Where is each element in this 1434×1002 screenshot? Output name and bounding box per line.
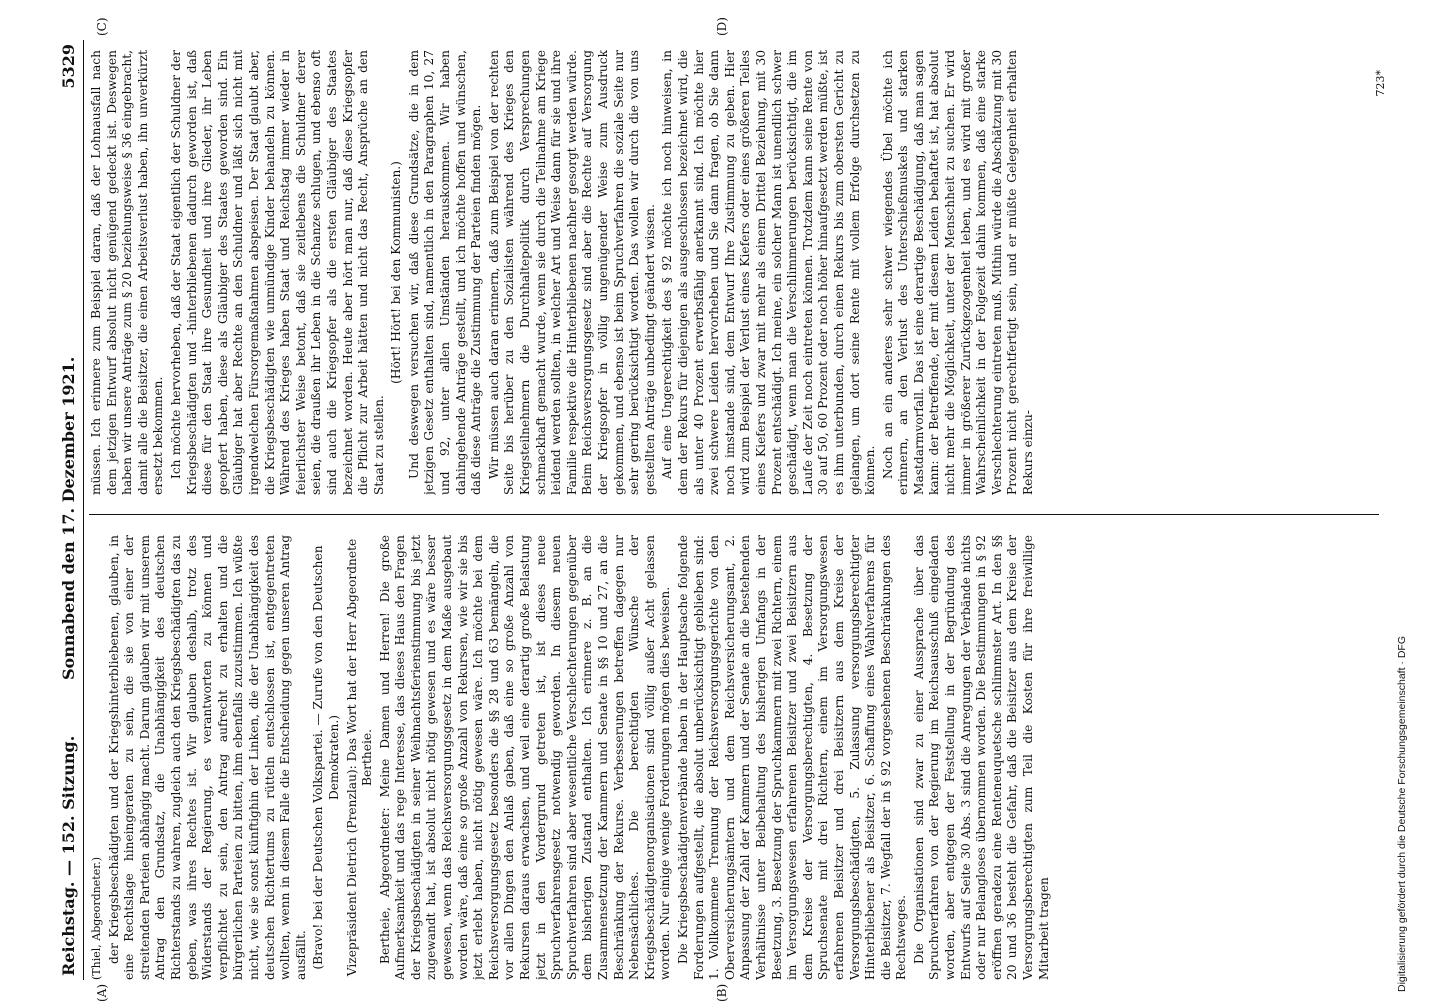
paragraph: Wir müssen auch daran erinnern, daß zum Beispiel von der rechten Seite bis herüber zu den Sozialisten während des Krieges den Kriegsteilnehmern die Durchhaltepolitik durch Versprechungen schmackhaft gemacht wurde, wenn sie durch die Teilnahme am Kriege leidend werden sollten, in welcher Art und Weise dann für sie und ihre Familie respektive die Hinterbliebenen nachher gesorgt werden würde. Beim Reichsversorgungsgesetz sind aber die Rechte auf Versorgung der Kriegsopfer in völlig ungenügender Weise zum Ausdruck gekommen, und ebenso ist beim Spruchverfahren die soziale Seite nur sehr gering berücksichtigt worden. Das wollen wir durch die von uns gestellten Anträge unbedingt geändert wissen. xyxy=(486,50,657,495)
paragraph: Die Kriegsbeschädigtenverbände haben in der Hauptsache folgende Forderungen aufgestellt, die absolut unberücksichtigt geblieben sind: 1. Vollkommene Trennung der Reichsversorgungsgerichte von den Oberversicherungsämtern und dem Reichsversicherungsamt, 2. Anpassung der Zahl der Kammern und der Senate an die bestehenden Verhältnisse unter Beibehaltung des bisherigen Umfangs in der Besetzung, 3. Besetzung der Spruchkammern mit zwei Richtern, einem im Versorgungswesen erfahrenen Beisitzer und zwei Beisitzern aus dem Kreise der Versorgungsberechtigten, 4. Besetzung der Spruchsenate mit drei Richtern, einem im Versorgungswesen erfahrenen Beisitzer und drei Beisitzern aus dem Kreise der Versorgungsbeschädigten, 5. Zulassung versorgungsberechtigter Hinterbliebener als Beisitzer, 6. Schaffung eines Wahlverfahrens für die Beisitzer, 7. Wegfall der in § 92 vorgesehenen Beschränkungen des Rechtsweges. xyxy=(675,535,909,980)
document-page xyxy=(55,17,1387,1002)
speaker-tag: (Thiel, Abgeordneter.) xyxy=(90,856,103,980)
paragraph: Und deswegen versuchen wir, daß diese Grundsätze, die in dem jetzigen Gesetz enthalten sind, namentlich in den Paragraphen 10, 27 und 92, unter allen Umständen herauskommen. Wir haben dahingehende Anträge gestellt, und ich möchte hoffen und wünschen, daß diese Anträge die Zustimmung der Parteien finden mögen. xyxy=(406,50,484,495)
text-column-right xyxy=(89,50,1379,495)
margin-marker-a: (A) xyxy=(95,983,109,1002)
page-number: 5329 xyxy=(59,44,78,89)
column-divider xyxy=(89,514,1379,515)
paragraph: müssen. Ich erinnere zum Beispiel daran, daß der Lohnausfall nach dem jetzigen Entwurf absolut nicht genügend gedeckt ist. Deswegen haben wir unsere Anträge zum § 20 beziehungsweise § 36 eingebracht, damit alle die Beisitzer, die einen Arbeitsverlust haben, ihn unverkürzt ersetzt bekommen. xyxy=(89,50,166,495)
header-session: Reichstag. — 152. Sitzung. xyxy=(59,735,78,976)
paragraph: der Kriegsbeschädigten und der Kriegshinterbliebenen, glauben, in eine Rechtslage hineingeraten zu sein, die sie von einer der streitenden Parteien abhängig macht. Darum glauben wir mit unserem Antrag den Grundsatz, die Unabhängigkeit des deutschen Richterstands zu wahren, zugleich auch den Kriegsbeschädigten das zu geben, was ihres Rechtes ist. Wir glauben deshalb, trotz des Widerstands der Regierung, es verantworten zu können und verpflichtet zu sein, den Antrag aufrecht zu erhalten und die bürgerlichen Parteien zu bitten, ihm ebenfalls zuzustimmen. Ich wüßte nicht, wie sie sonst künftighin der Linken, die der Unabhängigkeit des deutschen Richtertums zu rütteln entschlossen ist, entgegentreten wollten, wenn in diesem Falle die Entscheidung gegen unseren Antrag ausfällt. xyxy=(106,535,308,980)
margin-marker-c: (C) xyxy=(95,17,109,36)
paragraph: Noch an ein anderes sehr schwer wiegendes Übel möchte ich erinnern, an den Verlust des Unterschießmuskels und starken Mastdarmvorfall. Das ist eine derartige Beschädigung, daß man sagen kann: der Betreffende, der mit diesem Leiden behaftet ist, hat absolut nicht mehr die Möglichkeit, unter der Menschheit zu suchen. Er wird immer in größerer Zurückgezogenheit leben, und es wird mit großer Wahrscheinlichkeit in der Folgezeit dahin kommen, daß eine starke Verschlechterung eintreten muß. Mithin würde die Abschätzung mit 30 Prozent nicht gerechtfertigt sein, und er müßte Gelegenheit erhalten Rekurs einzu- xyxy=(880,50,1036,495)
funding-note xyxy=(1396,8,1420,992)
footer-signature-mark: 723* xyxy=(1374,70,1387,97)
paragraph: Auf eine Ungerechtigkeit des § 92 möchte ich noch hinweisen, in dem der Rekurs für diejenigen als ausgeschlossen bezeichnet wird, die als unter 40 Prozent erwerbsfähig anerkannt sind. Ich möchte hier zwei schwere Leiden hervorheben und Sie dann fragen, ob Sie dann noch imstande sind, dem Entwurf Ihre Zustimmung zu geben. Hier wird zum Beispiel der Verlust eines Kiefers oder eines größeren Teiles eines Kiefers und zwar mit mehr als einem Drittel Beziehung, mit 30 Prozent entschädigt. Ich meine, ein solcher Mann ist unendlich schwer geschädigt, wenn man die Verschlimmerungen berücksichtigt, die im Laufe der Zeit noch eintreten können. Trotzdem kann seine Rente von 30 auf 50, 60 Prozent oder noch höher hinaufgesetzt werden müßte, ist es ihm unterbunden, durch einen Rekurs bis zum obersten Gericht zu gelangen, um dort seine Rente mit vollem Erfolge durchsetzen zu können. xyxy=(660,50,878,495)
paragraph: Bertheie, Abgeordneter: Meine Damen und Herren! Die große Aufmerksamkeit und das rege Interesse, das dieses Haus den Fragen der Kriegsbeschädigten in seiner Weihnachtsferienstimmung bis jetzt zugewandt hat, ist absolut nicht nötig gewesen und es wäre besser gewesen, wenn das Reichsversorgungsgesetz in dem Maße ausgebaut worden wäre, daß eine so große Anzahl von Rekursen, wie wir sie bis jetzt erlebt haben, nicht nötig gewesen wäre. Ich möchte bei dem Reichsversorgungsgesetz besonders die §§ 28 und 63 bemängeln, die vor allen Dingen den Anlaß gaben, daß eine so große Anzahl von Rekursen daraus erwachsen, und weil eine derartig große Belastung jetzt in den Vordergrund getreten ist, ist dieses neue Spruchverfahrensgesetz notwendig geworden. In diesem neuen Spruchverfahren sind aber wesentliche Verschlechterungen gegenüber dem bisherigen Zustand enthalten. Ich erinnere z. B. an die Zusammensetzung der Kammern und Senate in §§ 10 und 27, an die Beschränkung der Rekurse. Verbesserungen betreffen dagegen nur Nebensächliches. Die berechtigten Wünsche der Kriegsbeschädigtenorganisationen sind völlig außer Acht gelassen worden. Nur einige wenige Forderungen mögen dies beweisen. xyxy=(377,535,673,980)
paragraph: Die Organisationen sind zwar zu einer Aussprache über das Spruchverfahren von der Regierung im Reichsausschuß eingeladen worden, aber entgegen der Feststellung in der Begründung des Entwurfs auf Seite 30 Abs. 3 sind die Anregungen der Verbände nichts oder nur Belangloses übernommen worden. Die Bestimmungen in § 92 eröffnen geradezu eine Renteneuquetsche schlimmster Art. In den §§ 20 und 36 besteht die Gefahr, daß die Beisitzer aus dem Kreise der Versorgungsberechtigten zum Teil die Kosten für ihre freiwillige Mitarbeit tragen xyxy=(911,535,1051,980)
paragraph: Ich möchte hervorheben, daß der Staat eigentlich der Schuldner der Kriegsbeschädigten und -hinterbliebenen dadurch geworden ist, daß diese für den Staat ihre Gesundheit und ihre Glieder, ihr Leben geopfert haben, diese als Gläubiger des Staates geworden sind. Ein Gläubiger hat aber Rechte an den Schuldner und läßt sich nicht mit irgendwelchen Fürsorgemaßnahmen abspeisen. Der Staat glaubt aber, die Kriegsbeschädigten wie unmündige Kinder behandeln zu können. Während des Krieges haben Staat und Reichstag immer wieder in feierlichster Weise betont, daß sie zeitlebens die Schuldner derer seien, die draußen ihr Leben in die Schanze schlugen, und ebenso oft sind auch die Kriegsopfer als die ersten Gläubiger des Staates bezeichnet worden. Heute aber hört man nur, daß diese Kriegsopfer die Pflicht zur Arbeit hätten und nicht das Recht, Ansprüche an den Staat zu stellen. xyxy=(168,50,386,495)
header-date: Sonnabend den 17. Dezember 1921. xyxy=(59,356,78,680)
margin-marker-d: (D) xyxy=(715,17,729,36)
margin-marker-b: (B) xyxy=(715,983,729,1002)
interjection: (Bravo! bei der Deutschen Volkspartei. — Zurufe von den Deutschen Demokraten.) xyxy=(311,545,341,970)
funding-note-text: Digitalisierung gefördert durch die Deutsche Forschungsgemeinschaft · DFG xyxy=(1396,635,1408,992)
chair-announcement: Vizepräsident Dietrich (Prenzlau): Das Wort hat der Herr Abgeordnete Bertheie. xyxy=(344,538,375,977)
page-header xyxy=(55,40,84,980)
interjection: (Hört! Hört! bei den Kommunisten.) xyxy=(389,161,404,384)
text-column-left xyxy=(89,535,1379,980)
